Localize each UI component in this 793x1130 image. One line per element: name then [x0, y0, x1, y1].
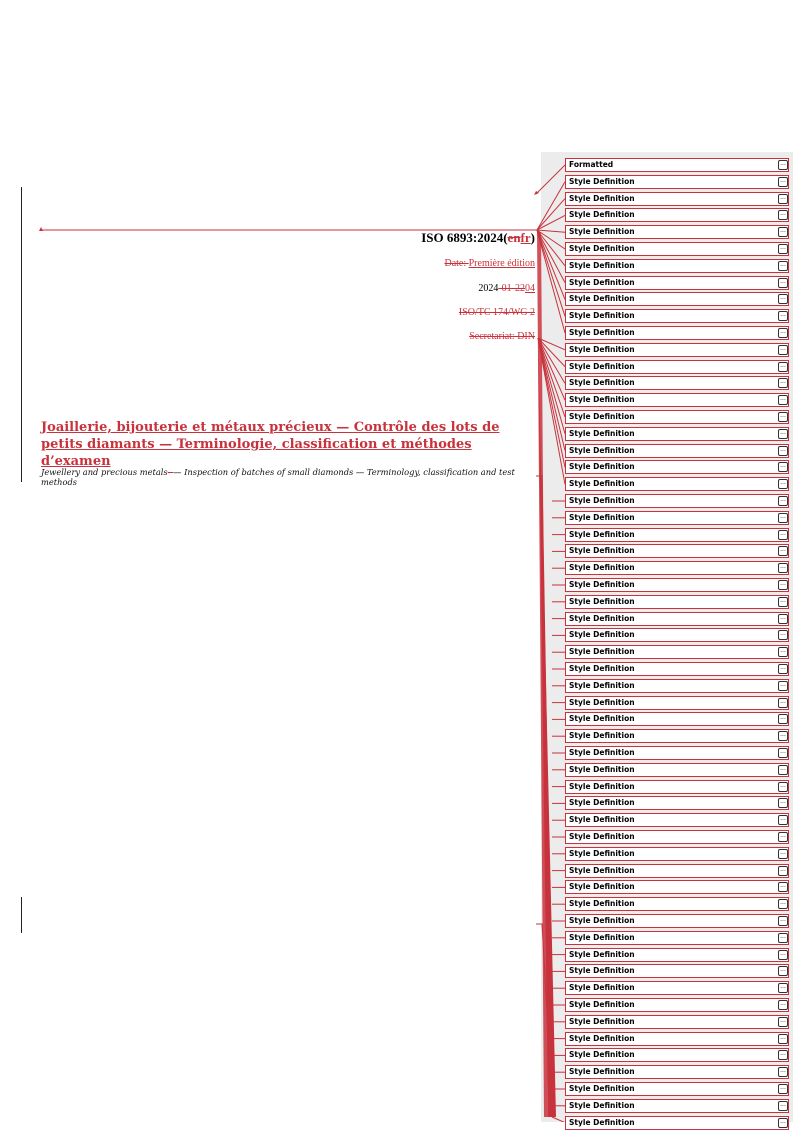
- secretariat-line: Secretariat: DIN: [469, 331, 535, 342]
- balloon-label: Style Definition: [569, 244, 635, 253]
- balloon-label: Style Definition: [569, 983, 635, 993]
- style-definition-balloon[interactable]: [565, 696, 789, 710]
- balloon-label: Style Definition: [569, 496, 635, 505]
- style-definition-balloon[interactable]: [565, 208, 789, 222]
- leader-line: [552, 1117, 565, 1122]
- balloon-label: Style Definition: [569, 613, 635, 623]
- style-definition-balloon[interactable]: [565, 326, 789, 340]
- style-definition-balloon[interactable]: [565, 746, 789, 760]
- style-definition-balloon[interactable]: [565, 1099, 789, 1113]
- more-options-button[interactable]: ...: [778, 513, 788, 523]
- balloon-label: Style Definition: [569, 748, 635, 757]
- balloon-label: Style Definition: [569, 714, 635, 724]
- more-options-button[interactable]: ...: [778, 328, 788, 338]
- style-definition-balloon[interactable]: [565, 1116, 789, 1130]
- balloon-label: Style Definition: [569, 630, 635, 640]
- style-definition-balloon[interactable]: [565, 981, 789, 995]
- more-options-button[interactable]: ...: [778, 597, 788, 607]
- more-options-button[interactable]: ...: [778, 714, 788, 724]
- balloon-label: Style Definition: [569, 815, 635, 825]
- balloon-label: Style Definition: [569, 848, 635, 858]
- style-definition-balloon[interactable]: [565, 880, 789, 894]
- more-options-button[interactable]: ...: [778, 1000, 788, 1010]
- balloon-label: Style Definition: [569, 680, 635, 690]
- balloon-label: Style Definition: [569, 932, 635, 942]
- balloon-label: Style Definition: [569, 193, 635, 203]
- more-options-button[interactable]: ...: [778, 177, 788, 187]
- balloon-label: Style Definition: [569, 563, 635, 573]
- more-options-button[interactable]: ...: [778, 479, 788, 489]
- more-options-button[interactable]: ...: [778, 1118, 788, 1128]
- balloon-label: Style Definition: [569, 512, 635, 522]
- balloon-label: Style Definition: [569, 697, 635, 707]
- balloon-label: Style Definition: [569, 865, 635, 875]
- style-definition-balloon[interactable]: [565, 628, 789, 642]
- more-options-button[interactable]: ...: [778, 227, 788, 237]
- more-options-button[interactable]: ...: [778, 916, 788, 926]
- balloon-label: Style Definition: [569, 731, 635, 741]
- more-options-button[interactable]: ...: [778, 731, 788, 741]
- more-options-button[interactable]: ...: [778, 563, 788, 573]
- style-definition-balloon[interactable]: [565, 612, 789, 626]
- style-definition-balloon[interactable]: [565, 1015, 789, 1029]
- date-line: 2024-01-2204: [478, 283, 535, 294]
- balloon-label: Style Definition: [569, 227, 635, 237]
- formatted-balloon[interactable]: [565, 158, 789, 172]
- more-options-button[interactable]: ...: [778, 933, 788, 943]
- more-options-button[interactable]: ...: [778, 345, 788, 355]
- style-definition-balloon[interactable]: [565, 679, 789, 693]
- style-definition-balloon[interactable]: [565, 343, 789, 357]
- balloon-label: Style Definition: [569, 647, 635, 657]
- style-definition-balloon[interactable]: [565, 914, 789, 928]
- style-definition-balloon[interactable]: [565, 477, 789, 491]
- style-definition-balloon[interactable]: [565, 931, 789, 945]
- more-options-button[interactable]: ...: [778, 815, 788, 825]
- style-definition-balloon[interactable]: [565, 830, 789, 844]
- style-definition-balloon[interactable]: [565, 847, 789, 861]
- balloon-label: Style Definition: [569, 344, 635, 354]
- balloon-label: Style Definition: [569, 395, 635, 405]
- balloon-label: Style Definition: [569, 1117, 635, 1127]
- balloon-label: Style Definition: [569, 798, 635, 808]
- more-options-button[interactable]: ...: [778, 1034, 788, 1044]
- title-english: Jewellery and precious metals- — Inspection of batches of small diamonds — Terminology, classification and test methods: [41, 467, 515, 487]
- more-options-button[interactable]: ...: [778, 614, 788, 624]
- more-options-button[interactable]: ...: [778, 630, 788, 640]
- more-options-button[interactable]: ...: [778, 462, 788, 472]
- style-definition-balloon[interactable]: [565, 410, 789, 424]
- more-options-button[interactable]: ...: [778, 362, 788, 372]
- style-definition-balloon[interactable]: [565, 998, 789, 1012]
- style-definition-balloon[interactable]: [565, 427, 789, 441]
- balloon-label: Style Definition: [569, 412, 635, 421]
- more-options-button[interactable]: ...: [778, 194, 788, 204]
- style-definition-balloon[interactable]: [565, 561, 789, 575]
- style-definition-balloon[interactable]: [565, 595, 789, 609]
- style-definition-balloon[interactable]: [565, 494, 789, 508]
- more-options-button[interactable]: ...: [778, 798, 788, 808]
- more-options-button[interactable]: ...: [778, 546, 788, 556]
- balloon-label: Style Definition: [569, 311, 635, 321]
- more-options-button[interactable]: ...: [778, 1017, 788, 1027]
- more-options-button[interactable]: ...: [778, 1101, 788, 1111]
- more-options-button[interactable]: ...: [778, 664, 788, 674]
- more-options-button[interactable]: ...: [778, 681, 788, 691]
- more-options-button[interactable]: ...: [778, 294, 788, 304]
- style-definition-balloon[interactable]: [565, 544, 789, 558]
- more-options-button[interactable]: ...: [778, 748, 788, 758]
- more-options-button[interactable]: ...: [778, 311, 788, 321]
- balloon-label: Style Definition: [569, 479, 635, 489]
- balloon-label: Style Definition: [569, 529, 635, 539]
- more-options-button[interactable]: ...: [778, 1050, 788, 1060]
- style-definition-balloon[interactable]: [565, 192, 789, 206]
- balloon-label: Style Definition: [569, 361, 635, 371]
- style-definition-balloon[interactable]: [565, 780, 789, 794]
- style-definition-balloon[interactable]: [565, 662, 789, 676]
- balloon-label: Style Definition: [569, 445, 635, 455]
- balloon-label: Style Definition: [569, 428, 635, 438]
- style-definition-balloon[interactable]: [565, 1065, 789, 1079]
- style-definition-balloon[interactable]: [565, 292, 789, 306]
- balloon-label: Style Definition: [569, 1100, 635, 1110]
- balloon-label: Style Definition: [569, 1016, 635, 1026]
- more-options-button[interactable]: ...: [778, 446, 788, 456]
- style-definition-balloon[interactable]: [565, 175, 789, 189]
- more-options-button[interactable]: ...: [778, 1067, 788, 1077]
- more-options-button[interactable]: ...: [778, 832, 788, 842]
- balloon-label: Style Definition: [569, 966, 635, 976]
- balloon-label: Formatted: [569, 160, 614, 169]
- balloon-label: Style Definition: [569, 294, 635, 304]
- more-options-button[interactable]: ...: [778, 698, 788, 708]
- balloon-label: Style Definition: [569, 546, 635, 556]
- balloon-label: Style Definition: [569, 1000, 635, 1009]
- more-options-button[interactable]: ...: [778, 849, 788, 859]
- more-options-button[interactable]: ...: [778, 210, 788, 220]
- balloon-label: Style Definition: [569, 277, 635, 287]
- balloon-label: Style Definition: [569, 328, 635, 337]
- document-code: ISO 6893:2024(enfr): [421, 230, 535, 245]
- more-options-button[interactable]: ...: [778, 782, 788, 792]
- balloon-label: Style Definition: [569, 462, 635, 472]
- style-definition-balloon[interactable]: [565, 259, 789, 273]
- style-definition-balloon[interactable]: [565, 1032, 789, 1046]
- style-definition-balloon[interactable]: [565, 444, 789, 458]
- style-definition-balloon[interactable]: [565, 729, 789, 743]
- more-options-button[interactable]: ...: [778, 429, 788, 439]
- balloon-label: Style Definition: [569, 1067, 635, 1077]
- style-definition-balloon[interactable]: [565, 360, 789, 374]
- balloon-label: Style Definition: [569, 210, 635, 220]
- title-french: Joaillerie, bijouterie et métaux précieux — Contrôle des lots de petits diamants — Terminologie, classification et méthodes d’examen: [41, 420, 500, 469]
- balloon-label: Style Definition: [569, 882, 635, 892]
- balloon-label: Style Definition: [569, 916, 635, 925]
- style-definition-balloon[interactable]: [565, 242, 789, 256]
- balloon-label: Style Definition: [569, 949, 635, 959]
- more-options-button[interactable]: ...: [778, 983, 788, 993]
- balloon-label: Style Definition: [569, 260, 635, 270]
- more-options-button[interactable]: ...: [778, 882, 788, 892]
- style-definition-balloon[interactable]: [565, 948, 789, 962]
- style-definition-balloon[interactable]: [565, 225, 789, 239]
- style-definition-balloon[interactable]: [565, 712, 789, 726]
- more-options-button[interactable]: ...: [778, 950, 788, 960]
- balloon-label: Style Definition: [569, 176, 635, 186]
- more-options-button[interactable]: ...: [778, 395, 788, 405]
- committee-line: ISO/TC 174/WG 2: [458, 307, 535, 318]
- more-options-button[interactable]: ...: [778, 1084, 788, 1094]
- style-definition-balloon[interactable]: [565, 813, 789, 827]
- more-options-button[interactable]: ...: [778, 496, 788, 506]
- balloon-label: Style Definition: [569, 596, 635, 606]
- style-definition-balloon[interactable]: [565, 460, 789, 474]
- more-options-button[interactable]: ...: [778, 244, 788, 254]
- balloon-label: Style Definition: [569, 764, 635, 774]
- more-options-button[interactable]: ...: [778, 378, 788, 388]
- edition-line: Date: Première édition: [444, 258, 535, 269]
- style-definition-balloon[interactable]: [565, 964, 789, 978]
- balloon-label: Style Definition: [569, 580, 635, 589]
- leader-line: [537, 199, 565, 230]
- balloon-label: Style Definition: [569, 378, 635, 388]
- more-options-button[interactable]: ...: [778, 278, 788, 288]
- style-definition-balloon[interactable]: [565, 528, 789, 542]
- style-definition-balloon[interactable]: [565, 309, 789, 323]
- more-options-button[interactable]: ...: [778, 765, 788, 775]
- more-options-button[interactable]: ...: [778, 899, 788, 909]
- style-definition-balloon[interactable]: [565, 1082, 789, 1096]
- more-options-button[interactable]: ...: [778, 160, 788, 170]
- balloon-label: Style Definition: [569, 1084, 635, 1093]
- style-definition-balloon[interactable]: [565, 276, 789, 290]
- more-options-button[interactable]: ...: [778, 412, 788, 422]
- style-definition-balloon[interactable]: [565, 645, 789, 659]
- balloon-label: Style Definition: [569, 781, 635, 791]
- style-definition-balloon[interactable]: [565, 376, 789, 390]
- style-definition-balloon[interactable]: [565, 864, 789, 878]
- more-options-button[interactable]: ...: [778, 866, 788, 876]
- balloon-label: Style Definition: [569, 1033, 635, 1043]
- style-definition-balloon[interactable]: [565, 1048, 789, 1062]
- more-options-button[interactable]: ...: [778, 966, 788, 976]
- style-definition-balloon[interactable]: [565, 578, 789, 592]
- balloon-label: Style Definition: [569, 832, 635, 841]
- more-options-button[interactable]: ...: [778, 530, 788, 540]
- style-definition-balloon[interactable]: [565, 393, 789, 407]
- balloon-label: Style Definition: [569, 1050, 635, 1060]
- style-definition-balloon[interactable]: [565, 511, 789, 525]
- balloon-label: Style Definition: [569, 899, 635, 909]
- more-options-button[interactable]: ...: [778, 647, 788, 657]
- style-definition-balloon[interactable]: [565, 796, 789, 810]
- more-options-button[interactable]: ...: [778, 261, 788, 271]
- style-definition-balloon[interactable]: [565, 763, 789, 777]
- more-options-button[interactable]: ...: [778, 580, 788, 590]
- style-definition-balloon[interactable]: [565, 897, 789, 911]
- balloon-label: Style Definition: [569, 664, 635, 673]
- leader-line: [537, 230, 565, 232]
